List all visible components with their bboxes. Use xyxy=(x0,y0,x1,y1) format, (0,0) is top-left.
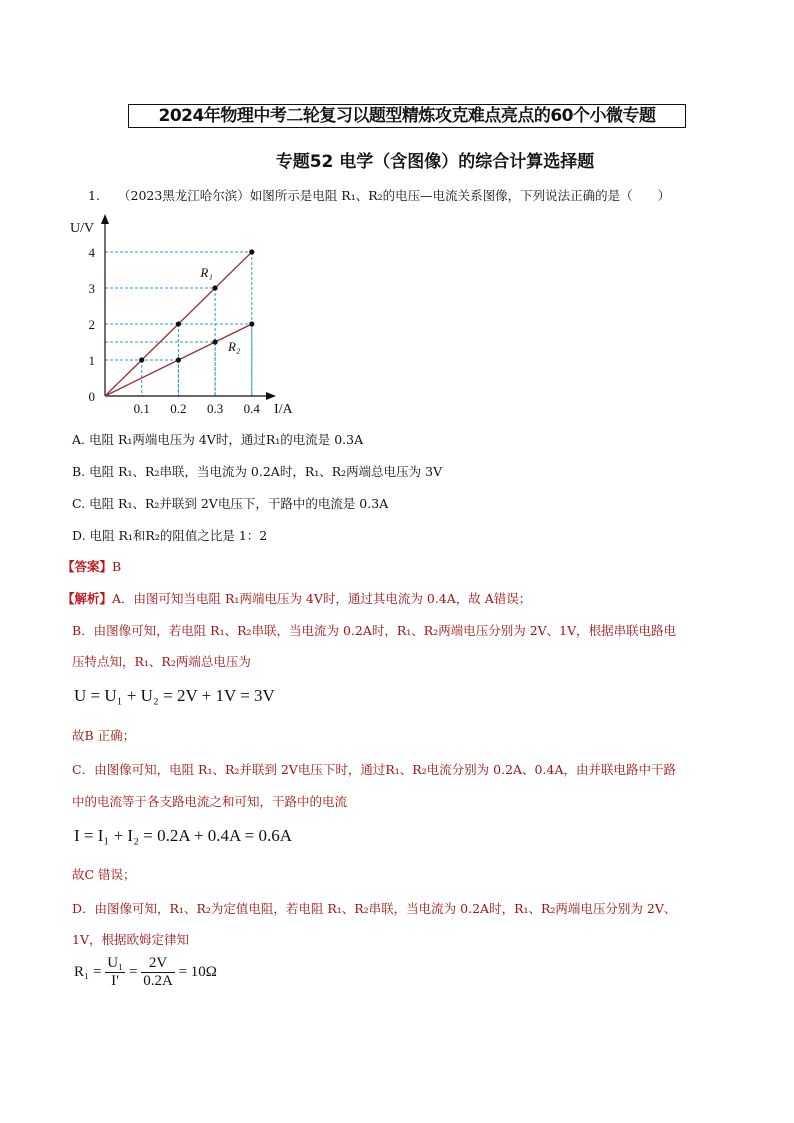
analysis-c-conclusion: 故C 错误； xyxy=(72,867,136,882)
analysis-c-line2: 中的电流等于各支路电流之和可知，干路中的电流 xyxy=(72,794,348,809)
analysis-d-line2: 1V，根据欧姆定律知 xyxy=(72,932,189,947)
analysis-b-line2: 压特点知，R₁、R₂两端总电压为 xyxy=(72,654,251,669)
series-label-r1: R₁ xyxy=(200,265,213,281)
data-point xyxy=(213,285,218,290)
data-point xyxy=(139,357,144,362)
x-tick-label: 0.4 xyxy=(243,401,260,416)
analysis-a-text: A．由图可知当电阻 R₁两端电压为 4V时，通过其电流为 0.4A，故 A错误； xyxy=(112,591,532,606)
answer-line xyxy=(62,558,121,576)
data-point xyxy=(249,249,254,254)
option-a[interactable]: A. 电阻 R₁两端电压为 4V时，通过R₁的电流是 0.3A xyxy=(72,432,364,447)
formula-resistance xyxy=(74,955,217,990)
analysis-b-line1: B．由图像可知，若电阻 R₁、R₂串联，当电流为 0.2A时，R₁、R₂两端电压分别为 2V、1V，根据串联电路电 xyxy=(72,623,677,638)
option-c[interactable]: C. 电阻 R₁、R₂并联到 2V电压下，干路中的电流是 0.3A xyxy=(72,496,389,511)
u-i-graph xyxy=(60,210,320,420)
x-tick-label: 0.1 xyxy=(133,401,150,416)
answer-tag: 【答案】 xyxy=(62,559,113,574)
series-label-r2: R₂ xyxy=(227,339,241,354)
question-text: （2023黑龙江哈尔滨）如图所示是电阻 R₁、R₂的电压—电流关系图像，下列说法正确的是（ ） xyxy=(118,188,671,203)
series-lines xyxy=(105,249,254,396)
option-d[interactable]: D. 电阻 R₁和R₂的阻值之比是 1：2 xyxy=(72,528,268,543)
fraction-denominator: I′ xyxy=(111,973,120,989)
analysis-a xyxy=(62,590,531,608)
formula-result: = 10Ω xyxy=(178,963,217,980)
topic-title: 专题52 电学（含图像）的综合计算选择题 xyxy=(275,152,595,172)
fraction-denominator-value: 0.2A xyxy=(143,973,173,989)
y-tick-label: 2 xyxy=(88,317,95,332)
answer-value: B xyxy=(112,559,122,574)
origin-label: 0 xyxy=(88,389,95,404)
formula-lhs: R₁ = xyxy=(74,963,102,980)
y-tick-label: 1 xyxy=(88,353,95,368)
analysis-c-line1: C．由图像可知，电阻 R₁、R₂并联到 2V电压下时，通过R₁、R₂电流分别为 0.2A、0.4A，由并联电路中干路 xyxy=(72,762,676,777)
option-b[interactable]: B. 电阻 R₁、R₂串联，当电流为 0.2A时，R₁、R₂两端总电压为 3V xyxy=(72,464,443,479)
data-point xyxy=(213,339,218,344)
y-tick-label: 4 xyxy=(88,245,95,260)
y-axis-title: U/V xyxy=(70,221,95,236)
data-point xyxy=(249,321,254,326)
axes xyxy=(101,214,276,400)
question-number: 1. xyxy=(88,188,100,203)
formula-total-voltage: U = U₁ + U₂ = 2V + 1V = 3V xyxy=(74,686,275,705)
x-tick-label: 0.3 xyxy=(206,401,224,416)
fraction-values xyxy=(141,955,175,990)
data-point xyxy=(176,321,181,326)
fraction-numerator: U₁ xyxy=(107,955,124,971)
x-axis-arrow xyxy=(266,392,276,400)
fraction-numerator-value: 2V xyxy=(141,955,175,973)
y-tick-label: 3 xyxy=(88,281,95,296)
series-banner: 2024年物理中考二轮复习以题型精炼攻克难点亮点的60个小微专题 xyxy=(128,104,686,128)
fraction-u-over-i xyxy=(105,955,125,990)
y-axis-arrow xyxy=(101,214,109,224)
axis-labels xyxy=(70,221,294,417)
analysis-tag: 【解析】 xyxy=(62,591,113,606)
x-axis-title: I/A xyxy=(274,402,293,417)
formula-total-current: I = I₁ + I₂ = 0.2A + 0.4A = 0.6A xyxy=(74,826,292,845)
x-tick-label: 0.2 xyxy=(170,401,187,416)
data-point xyxy=(176,357,181,362)
analysis-d-line1: D．由图像可知，R₁、R₂为定值电阻，若电阻 R₁、R₂串联，当电流为 0.2A时，R₁、R₂两端电压分别为 2V、 xyxy=(72,901,677,916)
formula-equals: = xyxy=(129,963,138,980)
analysis-b-conclusion: 故B 正确； xyxy=(72,728,136,743)
